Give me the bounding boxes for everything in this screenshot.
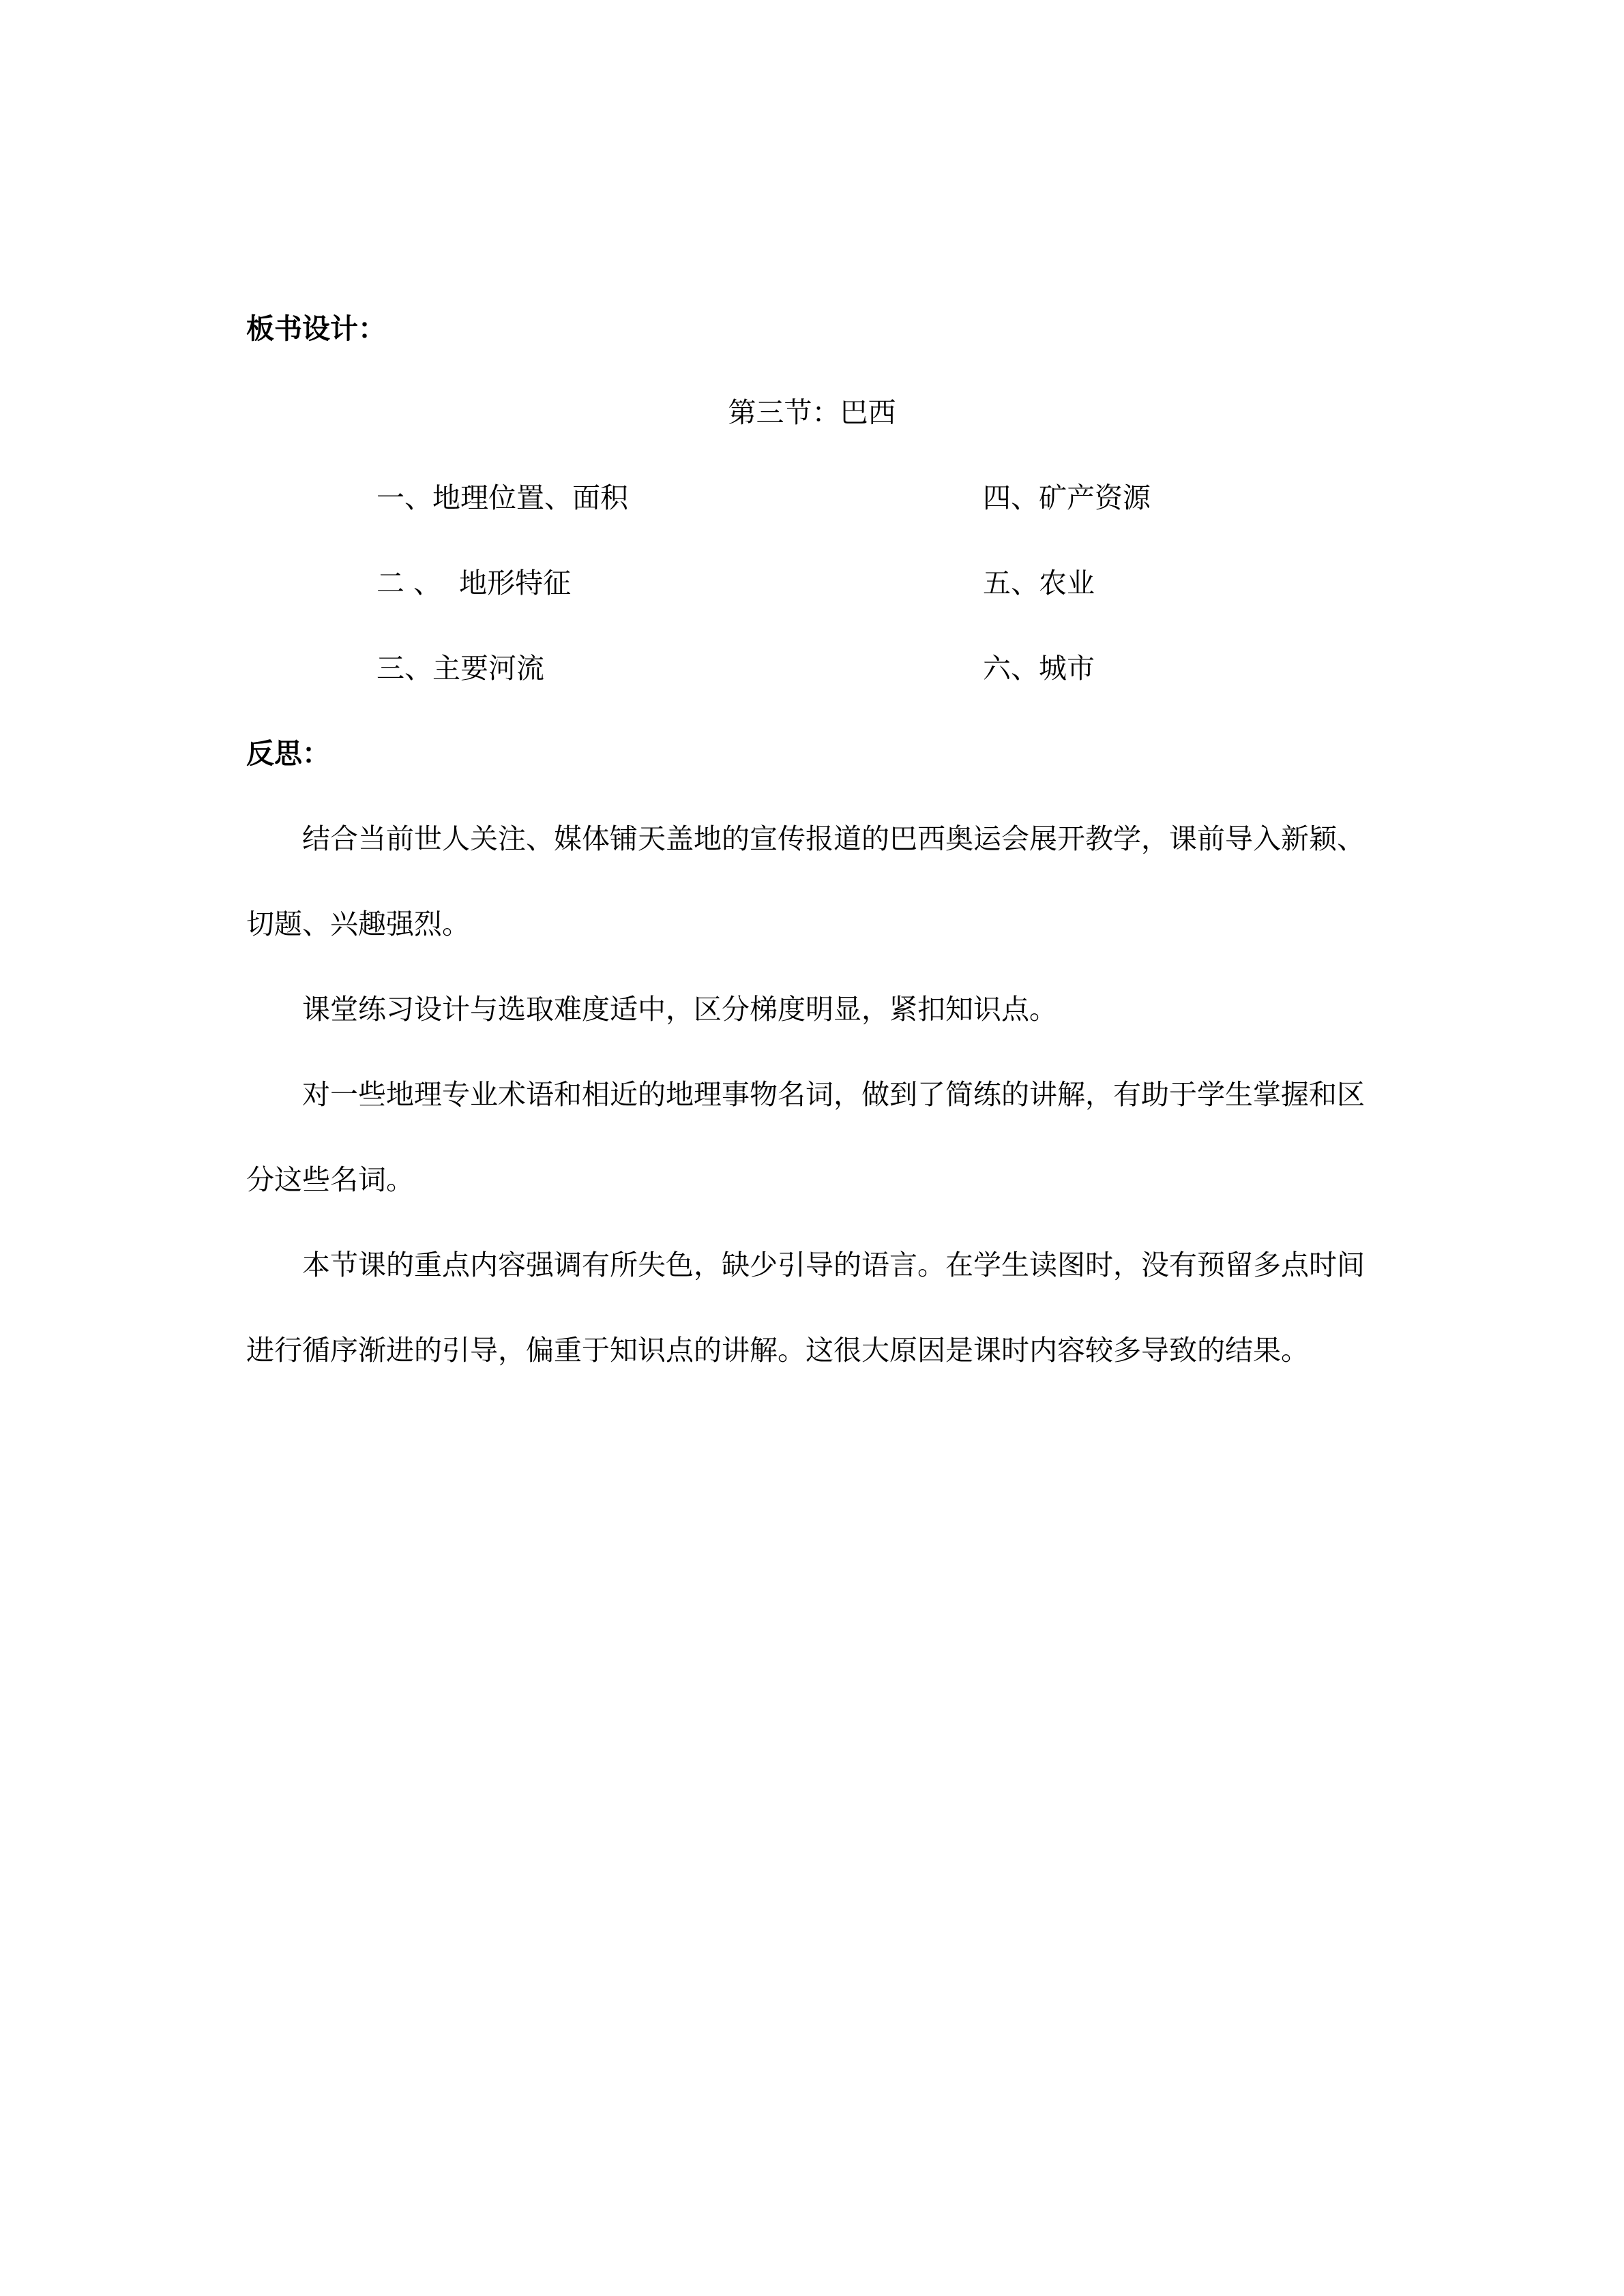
reflection-heading: 反思： bbox=[246, 737, 330, 770]
board-item-5: 五、农业 bbox=[983, 567, 1095, 599]
reflection-paragraph-4: 本节课的重点内容强调有所失色，缺少引导的语言。在学生读图时，没有预留多点时间进行循序渐进的引导，偏重于知识点的讲解。这很大原因是课时内容较多导致的结果。 bbox=[246, 1249, 1365, 1367]
section-title: 第三节：巴西 bbox=[728, 396, 896, 429]
reflection-paragraph-3: 对一些地理专业术语和相近的地理事物名词，做到了简练的讲解，有助于学生掌握和区分这些名词。 bbox=[246, 1078, 1365, 1196]
board-design-heading: 板书设计： bbox=[246, 312, 386, 345]
board-item-3: 三、主要河流 bbox=[377, 652, 544, 685]
reflection-paragraph-2: 课堂练习设计与选取难度适中，区分梯度明显，紧扣知识点。 bbox=[302, 993, 1057, 1026]
board-item-4: 四、矿产资源 bbox=[983, 481, 1151, 514]
board-item-1: 一、地理位置、面积 bbox=[377, 481, 628, 514]
board-item-6: 六、城市 bbox=[983, 652, 1095, 685]
reflection-paragraph-1: 结合当前世人关注、媒体铺天盖地的宣传报道的巴西奥运会展开教学，课前导入新颖、切题、兴趣强烈。 bbox=[246, 822, 1365, 940]
board-item-2: 二 、 地形特征 bbox=[377, 567, 572, 599]
